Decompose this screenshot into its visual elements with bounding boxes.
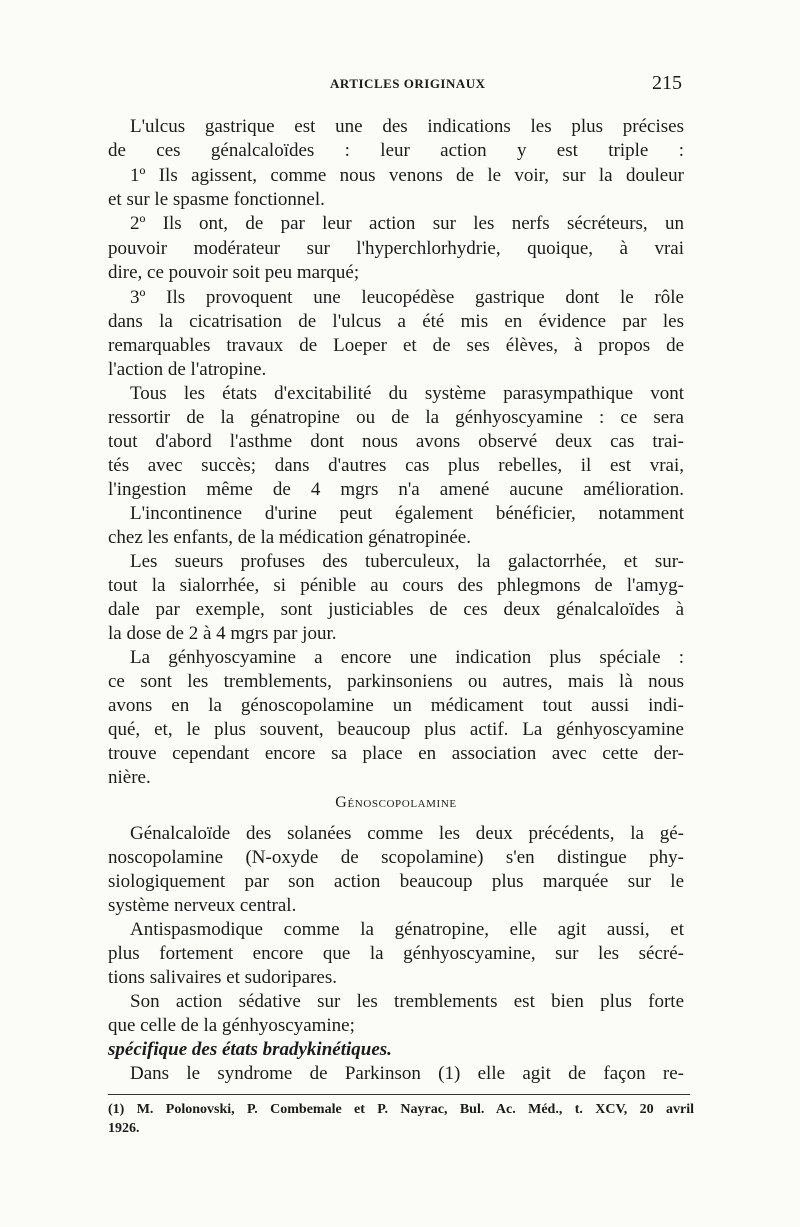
footnote-divider (108, 1094, 690, 1095)
text-line: L'ulcus gastrique est une des indications les plus précises (130, 116, 684, 137)
text-line: noscopolamine (N-oxyde de scopolamine) s'en distingue phy- (108, 847, 684, 868)
text-line: Tous les états d'excitabilité du système parasympathique vont (130, 383, 684, 404)
text-line: 3º Ils provoquent une leucopédèse gastrique dont le rôle (130, 287, 684, 308)
text-line: spécifique des états bradykinétiques. (108, 1039, 392, 1060)
text-line: avons en la génoscopolamine un médicament tout aussi indi- (108, 695, 684, 716)
text-line: Génalcaloïde des solanées comme les deux précédents, la gé- (130, 823, 684, 844)
text-line: Les sueurs profuses des tuberculeux, la galactorrhée, et sur- (130, 551, 684, 572)
text-line: et sur le spasme fonctionnel. (108, 189, 325, 210)
text-line: 2º Ils ont, de par leur action sur les nerfs sécréteurs, un (130, 213, 684, 234)
text-line: système nerveux central. (108, 895, 297, 916)
text-line: La génhyoscyamine a encore une indication plus spéciale : (130, 647, 684, 668)
text-line: plus fortement encore que la génhyoscyamine, sur les sécré- (108, 943, 684, 964)
text-line: nière. (108, 767, 151, 788)
text-line: Antispasmodique comme la génatropine, elle agit aussi, et (130, 919, 684, 940)
text-line: tout d'abord l'asthme dont nous avons observé deux cas trai- (108, 431, 684, 452)
text-line: dale par exemple, sont justiciables de ces deux génalcaloïdes à (108, 599, 684, 620)
running-title: ARTICLES ORIGINAUX (330, 76, 486, 91)
text-line: de ces génalcaloïdes : leur action y est triple : (108, 140, 684, 161)
text-line: l'action de l'atropine. (108, 359, 267, 380)
footnote-line: 1926. (108, 1121, 140, 1136)
text-line: ressortir de la génatropine ou de la génhyoscyamine : ce sera (108, 407, 684, 428)
text-line: remarquables travaux de Loeper et de ses élèves, à propos de (108, 335, 684, 356)
text-line: que celle de la génhyoscyamine; (108, 1015, 355, 1036)
text-line: qué, et, le plus souvent, beaucoup plus actif. La génhyoscyamine (108, 719, 684, 740)
text-line: dire, ce pouvoir soit peu marqué; (108, 262, 360, 283)
text-line: trouve cependant encore sa place en association avec cette der- (108, 743, 684, 764)
text-line: la dose de 2 à 4 mgrs par jour. (108, 623, 337, 644)
section-heading: Génoscopolamine (335, 794, 457, 811)
text-line: tés avec succès; dans d'autres cas plus rebelles, il est vrai, (108, 455, 684, 476)
text-line: dans la cicatrisation de l'ulcus a été mis en évidence par les (108, 311, 684, 332)
text-line: Dans le syndrome de Parkinson (1) elle agit de façon re- (130, 1063, 684, 1084)
text-line: tions salivaires et sudoripares. (108, 967, 338, 988)
page-number: 215 (652, 72, 682, 94)
text-line: chez les enfants, de la médication génatropinée. (108, 527, 471, 548)
text-line: siologiquement par son action beaucoup plus marquée sur le (108, 871, 684, 892)
text-line: L'incontinence d'urine peut également bénéficier, notamment (130, 503, 684, 524)
page-header (0, 72, 800, 98)
text-line: 1º Ils agissent, comme nous venons de le voir, sur la douleur (130, 165, 684, 186)
text-line: tout la sialorrhée, si pénible au cours des phlegmons de l'amyg- (108, 575, 684, 596)
text-line: Son action sédative sur les tremblements est bien plus forte (130, 991, 684, 1012)
footnote-line: (1) M. Polonovski, P. Combemale et P. Nayrac, Bul. Ac. Méd., t. XCV, 20 avril (108, 1102, 694, 1117)
text-line: l'ingestion même de 4 mgrs n'a amené aucune amélioration. (108, 479, 684, 500)
text-line: ce sont les tremblements, parkinsoniens ou autres, mais là nous (108, 671, 684, 692)
text-line: pouvoir modérateur sur l'hyperchlorhydrie, quoique, à vrai (108, 238, 684, 259)
